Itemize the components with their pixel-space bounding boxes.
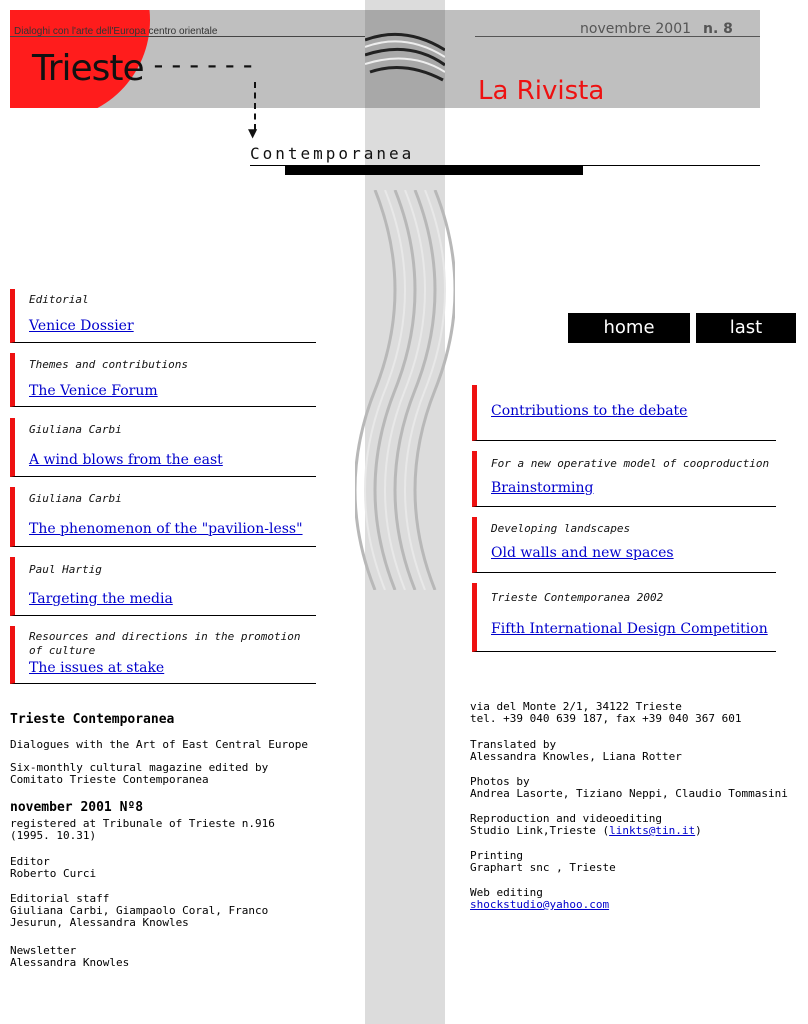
article-link-wind-blows[interactable]: A wind blows from the east — [29, 452, 223, 468]
article-entry — [10, 289, 316, 343]
article-entry — [10, 557, 316, 616]
article-link-venice-forum[interactable]: The Venice Forum — [29, 383, 158, 399]
footer-editor: Roberto Curci — [10, 867, 97, 880]
article-entry — [472, 517, 776, 573]
footer-address: via del Monte 2/1, 34122 Trieste tel. +39 040 639 187, fax +39 040 367 601 — [470, 700, 742, 725]
article-kicker: For a new operative model of cooproduction — [491, 457, 770, 470]
footer-repro-label: Reproduction and videoediting — [470, 812, 663, 825]
article-link-design-competition[interactable]: Fifth International Design Competition — [491, 621, 768, 637]
footer-printing: Graphart snc , Trieste — [470, 861, 616, 874]
article-link-pavilion-less[interactable]: The phenomenon of the "pavilion-less" — [29, 521, 303, 537]
footer-description: Six-monthly cultural magazine edited by Comitato Trieste Contemporanea — [10, 761, 269, 786]
footer-subtitle: Dialogues with the Art of East Central Europe — [10, 738, 309, 751]
title-dashes: ------ — [150, 48, 258, 81]
footer-registration: registered at Tribunale of Trieste n.916 (1995. 10.31) — [10, 817, 275, 842]
footer-photos: Andrea Lasorte, Tiziano Neppi, Claudio Tommasini — [470, 787, 788, 800]
footer-translated: Alessandra Knowles, Liana Rotter — [470, 750, 682, 763]
home-button[interactable]: home — [568, 313, 690, 343]
footer-newsletter: Alessandra Knowles — [10, 956, 130, 969]
article-link-brainstorming[interactable]: Brainstorming — [491, 480, 594, 496]
article-entry — [10, 626, 316, 684]
water-ripple-image — [365, 10, 445, 108]
footer-staff: Giuliana Carbi, Giampaolo Coral, Franco Jesurun, Alessandra Knowles — [10, 904, 269, 929]
issue-date: novembre 2001 — [580, 21, 692, 37]
web-email-link[interactable]: shockstudio@yahoo.com — [470, 898, 610, 911]
wave-pattern — [355, 190, 455, 590]
title-dashed-connector — [254, 82, 256, 130]
article-kicker: Resources and directions in the promotion of culture — [29, 630, 301, 657]
title-bar — [285, 166, 583, 175]
issue-number: n. 8 — [703, 21, 733, 37]
footer-printing-label: Printing — [470, 849, 523, 862]
repro-email-link[interactable]: linkts@tin.it — [609, 824, 696, 837]
article-entry — [472, 451, 776, 507]
article-kicker: Giuliana Carbi — [29, 492, 122, 505]
footer-staff-label: Editorial staff — [10, 892, 110, 905]
article-link-venice-dossier[interactable]: Venice Dossier — [29, 318, 134, 334]
title-contemporanea: Contemporanea — [250, 144, 415, 163]
last-edition-button[interactable]: last edition — [696, 313, 796, 343]
article-entry — [10, 353, 316, 407]
title-trieste: Trieste — [32, 48, 144, 89]
arrow-down-icon: ▼ — [248, 126, 258, 140]
footer-editor-label: Editor — [10, 855, 50, 868]
footer-web — [470, 899, 609, 911]
article-link-targeting-media[interactable]: Targeting the media — [29, 591, 173, 607]
footer-title: Trieste Contemporanea — [10, 712, 175, 727]
footer-web-label: Web editing — [470, 886, 543, 899]
article-entry — [10, 487, 316, 547]
article-kicker: Trieste Contemporanea 2002 — [491, 591, 664, 604]
article-link-old-walls[interactable]: Old walls and new spaces — [491, 545, 674, 561]
footer-translated-label: Translated by — [470, 738, 557, 751]
header-tagline: Dialoghi con l'arte dell'Europa centro orientale — [14, 26, 218, 37]
article-kicker: Developing landscapes — [491, 522, 631, 535]
article-kicker: Editorial — [29, 293, 89, 306]
article-link-contributions-debate[interactable]: Contributions to the debate — [491, 403, 688, 419]
article-entry — [472, 583, 776, 652]
article-entry — [472, 385, 776, 441]
article-link-issues-at-stake[interactable]: The issues at stake — [29, 660, 165, 676]
article-kicker: Paul Hartig — [29, 563, 102, 576]
article-kicker: Giuliana Carbi — [29, 423, 122, 436]
footer-issue: november 2001 Nº8 — [10, 800, 144, 815]
title-la-rivista: La Rivista — [478, 76, 605, 106]
article-entry — [10, 418, 316, 477]
article-kicker: Themes and contributions — [29, 358, 188, 371]
footer-repro-text: Studio Link,Trieste ( — [470, 824, 610, 837]
footer-repro-close: ) — [695, 824, 702, 837]
footer-newsletter-label: Newsletter — [10, 944, 77, 957]
footer-repro — [470, 825, 702, 837]
footer-photos-label: Photos by — [470, 775, 530, 788]
